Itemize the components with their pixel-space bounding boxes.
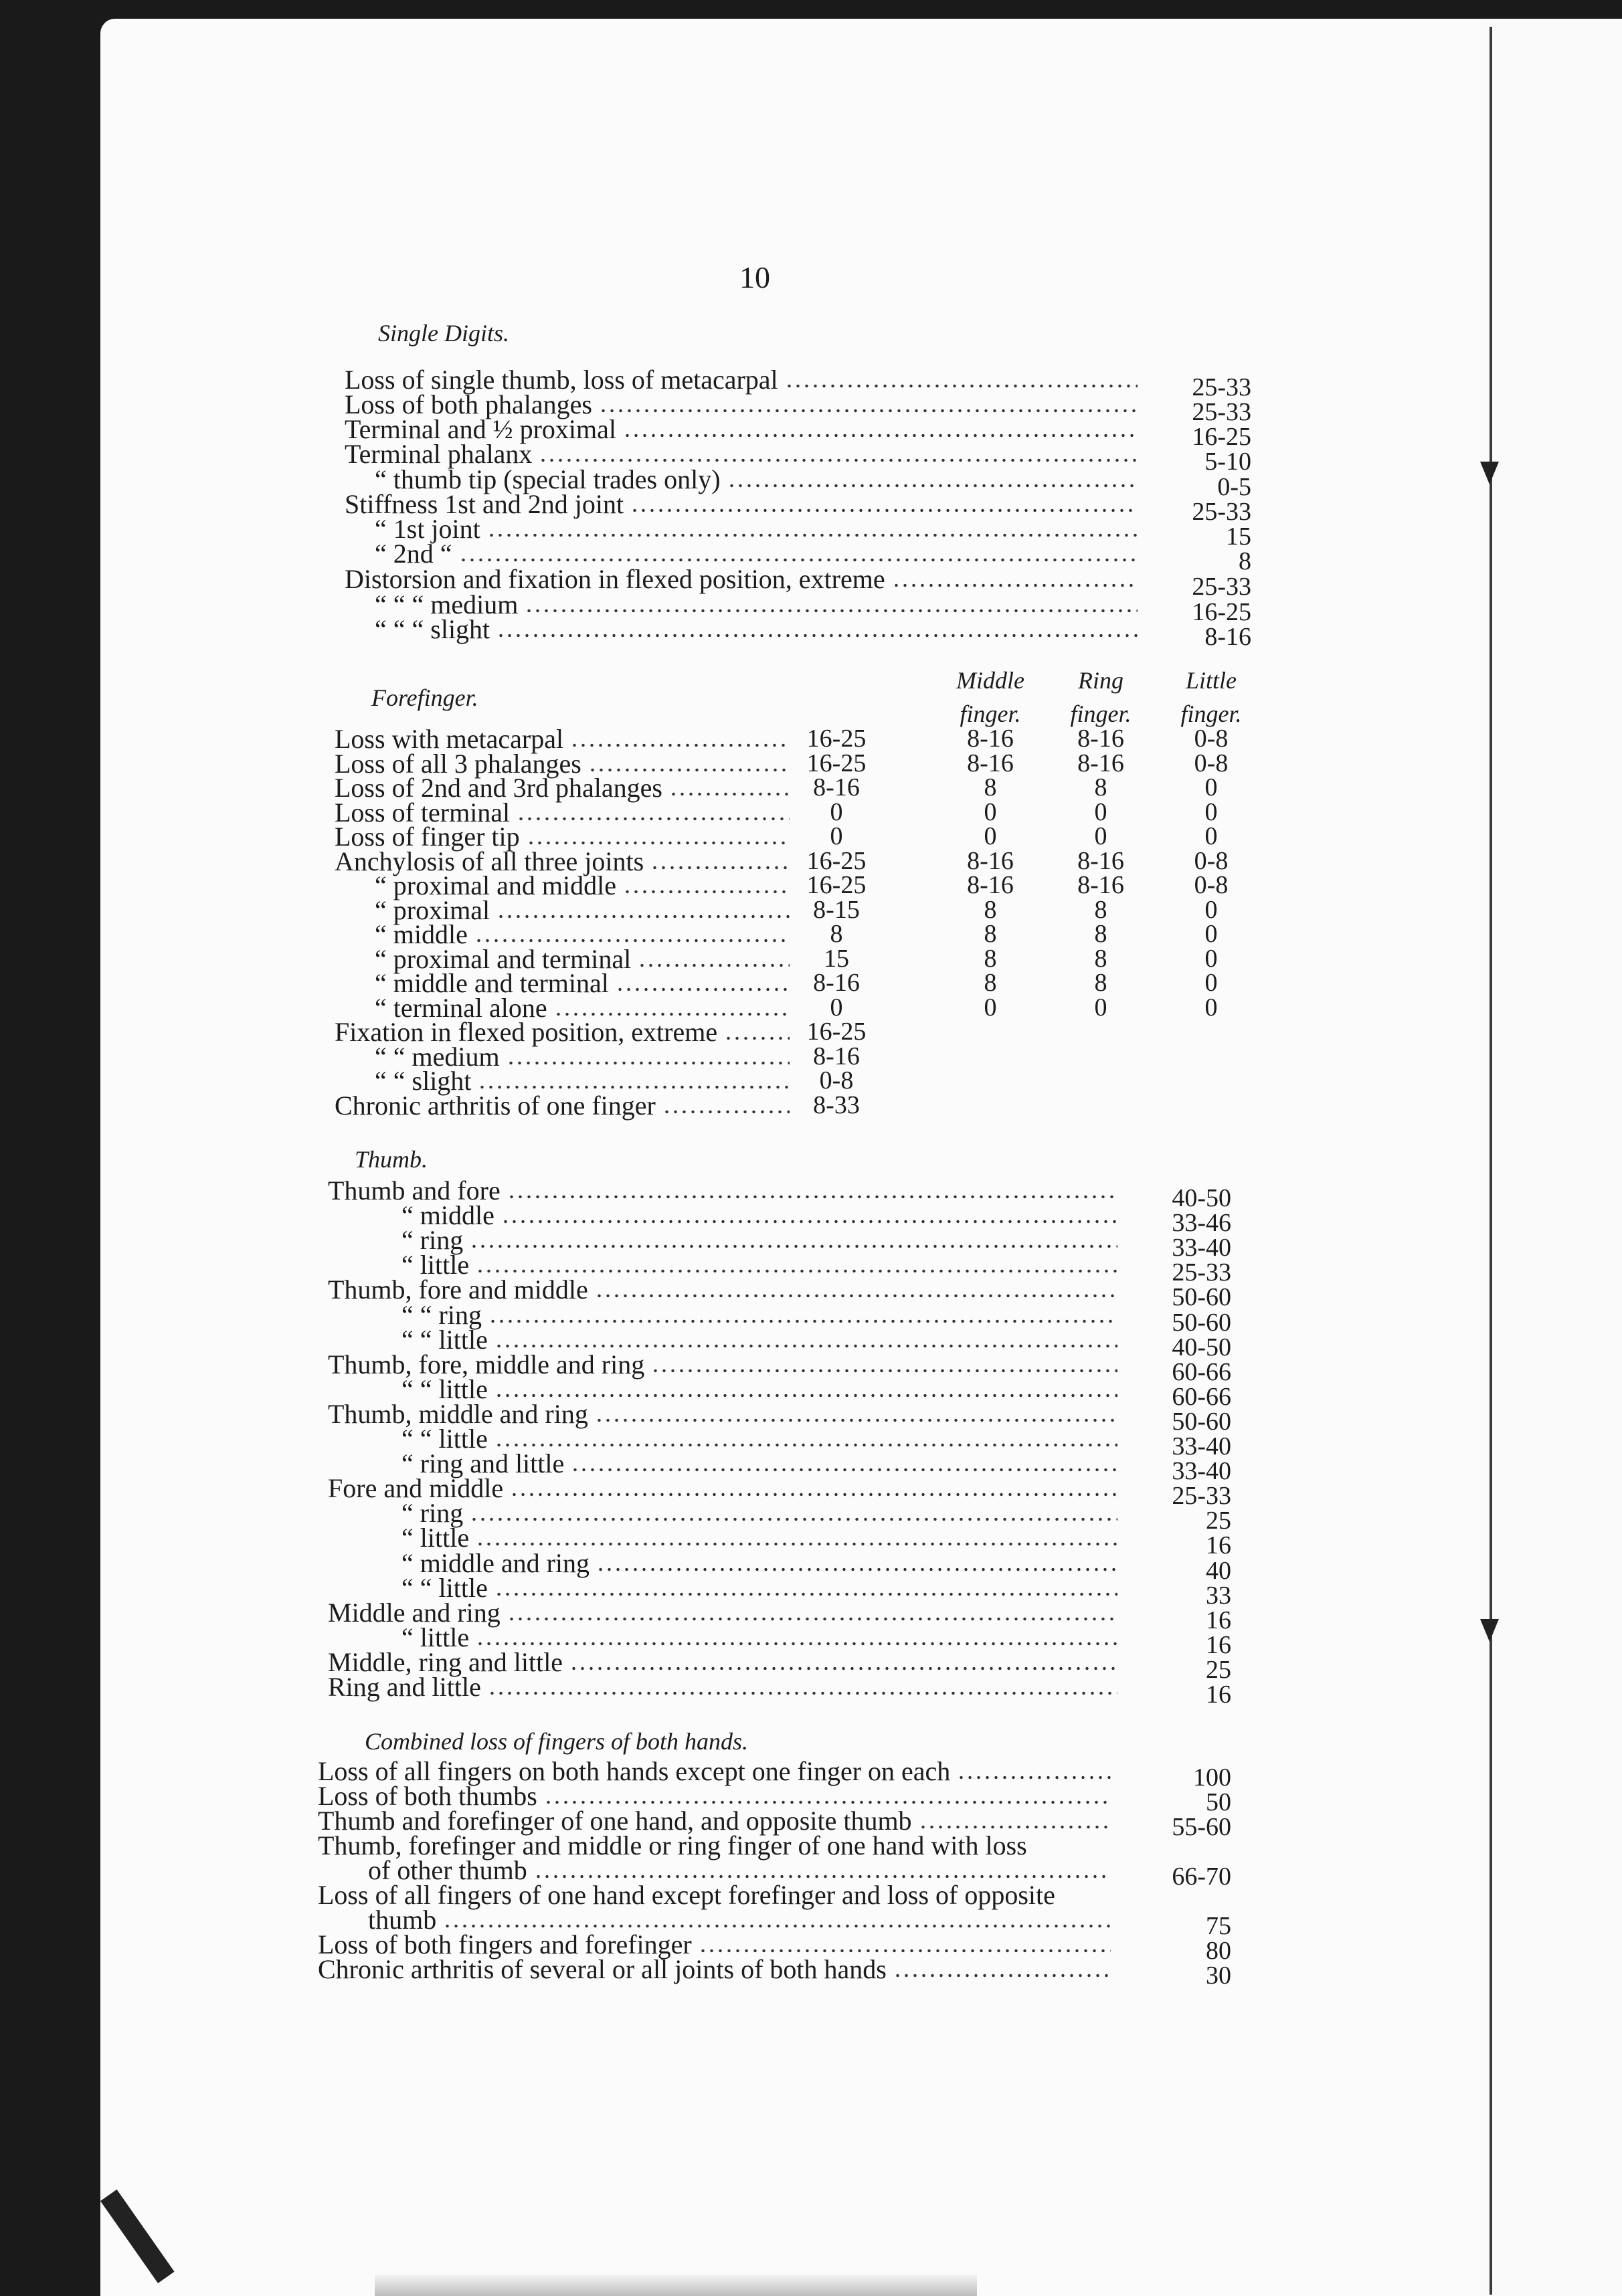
- table-row-label: “ “ little: [401, 1424, 488, 1454]
- table-row-value: 55-60: [1172, 1813, 1231, 1841]
- section-heading: Single Digits.: [378, 320, 509, 347]
- table-row-label: “ “ ring: [401, 1300, 482, 1330]
- section-heading: Forefinger.: [371, 684, 478, 711]
- leader-dots: [539, 458, 1138, 462]
- table-cell-forefinger: 16-25: [806, 847, 867, 875]
- table-cell-little: 0: [1204, 969, 1218, 997]
- table-row-label: Chronic arthritis of several or all joints of both hands: [318, 1954, 887, 1984]
- leader-dots: [534, 1875, 1111, 1879]
- leader-dots: [478, 1085, 790, 1089]
- leader-dots: [724, 1036, 790, 1040]
- table-row-label: Middle, ring and little: [328, 1647, 563, 1677]
- table-cell-little: 0: [1204, 920, 1218, 948]
- table-row-value: 25-33: [1172, 1482, 1231, 1510]
- table-row-label: “ ring: [401, 1225, 464, 1255]
- table-row-label: Loss with metacarpal: [335, 724, 564, 754]
- table-row-label: Distorsion and fixation in flexed position, extreme: [345, 564, 885, 594]
- table-row-label: Loss of terminal: [335, 797, 511, 828]
- leader-dots: [527, 841, 790, 845]
- page-bottom-shadow: [375, 2275, 977, 2296]
- table-row-label: Loss of 2nd and 3rd phalanges: [335, 773, 662, 803]
- leader-dots: [599, 409, 1138, 413]
- leader-dots: [630, 508, 1138, 512]
- column-header: Ring finger.: [1070, 667, 1132, 727]
- table-cell-forefinger: 16-25: [806, 1018, 867, 1046]
- table-cell-forefinger: 8-15: [813, 896, 860, 924]
- leader-dots: [459, 558, 1138, 562]
- leader-dots: [470, 1517, 1117, 1521]
- leader-dots: [507, 1617, 1117, 1621]
- table-cell-middle: 8-16: [967, 749, 1014, 777]
- leader-dots: [623, 890, 790, 894]
- table-row-label: Fore and middle: [328, 1473, 504, 1503]
- table-row-label: “ “ “ slight: [375, 614, 490, 644]
- table-row-label: “ middle and ring: [401, 1548, 590, 1578]
- binding-edge: [1490, 27, 1492, 2295]
- leader-dots: [570, 743, 790, 747]
- leader-dots: [595, 1418, 1117, 1422]
- leader-dots: [494, 1344, 1117, 1348]
- table-cell-ring: 0: [1094, 822, 1107, 850]
- leader-dots: [569, 1666, 1117, 1670]
- table-cell-middle: 8: [984, 773, 997, 801]
- table-row-label: Chronic arthritis of one finger: [335, 1090, 656, 1121]
- table-cell-middle: 8: [984, 969, 997, 997]
- table-row-label: Loss of all 3 phalanges: [335, 749, 581, 779]
- table-cell-forefinger: 8-33: [813, 1091, 860, 1119]
- table-row-label: “ middle: [401, 1200, 494, 1230]
- table-row-label: “ 2nd “: [375, 539, 452, 569]
- leader-dots: [517, 817, 790, 821]
- leader-dots: [488, 1319, 1117, 1323]
- table-cell-little: 0: [1204, 822, 1218, 850]
- table-cell-forefinger: 8-16: [813, 969, 860, 997]
- table-row-value: 16: [1206, 1681, 1231, 1709]
- table-row-label-continued: thumb: [368, 1905, 437, 1935]
- table-cell-ring: 8-16: [1077, 871, 1124, 899]
- table-cell-ring: 8: [1094, 920, 1107, 948]
- table-row-label: “ little: [401, 1523, 470, 1553]
- table-row-value: 16-25: [1192, 423, 1251, 451]
- leader-dots: [525, 609, 1138, 613]
- table-cell-forefinger: 8: [830, 920, 843, 948]
- table-row-value: 33-40: [1172, 1234, 1231, 1262]
- table-row-label: “ “ little: [401, 1374, 488, 1404]
- table-row-label: “ “ slight: [375, 1066, 472, 1096]
- table-row-value: 40-50: [1172, 1333, 1231, 1361]
- table-cell-forefinger: 0-8: [819, 1066, 854, 1094]
- table-row-value: 40-50: [1172, 1184, 1231, 1212]
- table-cell-little: 0: [1204, 773, 1218, 801]
- table-cell-ring: 8: [1094, 896, 1107, 924]
- table-row-value: 16: [1206, 1531, 1231, 1559]
- table-cell-middle: 8-16: [967, 725, 1014, 753]
- table-row-value: 60-66: [1172, 1358, 1231, 1386]
- leader-dots: [596, 1567, 1117, 1571]
- table-row-label: “ proximal and middle: [375, 870, 617, 900]
- table-cell-middle: 0: [984, 993, 997, 1022]
- leader-dots: [487, 533, 1138, 537]
- table-row-value: 25-33: [1192, 373, 1251, 401]
- leader-dots: [554, 1012, 790, 1016]
- leader-dots: [727, 484, 1138, 488]
- table-row-value: 8: [1239, 547, 1251, 575]
- table-row-value: 25-33: [1192, 498, 1251, 526]
- table-cell-forefinger: 0: [830, 822, 843, 850]
- leader-dots: [699, 1949, 1111, 1953]
- table-row-label: “ terminal alone: [375, 993, 547, 1023]
- table-cell-ring: 8-16: [1077, 725, 1124, 753]
- table-cell-little: 0: [1204, 896, 1218, 924]
- table-cell-little: 0: [1204, 993, 1218, 1022]
- section-heading: Combined loss of fingers of both hands.: [365, 1728, 749, 1755]
- table-cell-ring: 8-16: [1077, 749, 1124, 777]
- table-row-value: 33-40: [1172, 1432, 1231, 1460]
- table-cell-middle: 8: [984, 945, 997, 973]
- table-row-label: “ little: [401, 1622, 470, 1652]
- leader-dots: [785, 384, 1138, 388]
- table-row-label-continued: of other thumb: [368, 1855, 527, 1885]
- table-cell-little: 0: [1204, 798, 1218, 826]
- table-row-value: 25: [1206, 1656, 1231, 1684]
- binding-marker-icon: [1480, 1619, 1499, 1642]
- table-row-value: 25: [1206, 1507, 1231, 1535]
- table-row-value: 5-10: [1204, 448, 1251, 476]
- table-row-label: Loss of both fingers and forefinger: [318, 1929, 692, 1959]
- leader-dots: [893, 1974, 1111, 1978]
- table-row-value: 50-60: [1172, 1408, 1231, 1436]
- table-row-label: Stiffness 1st and 2nd joint: [345, 489, 624, 519]
- column-header: Middle finger.: [956, 667, 1024, 727]
- table-row-label: “ proximal: [375, 895, 490, 925]
- leader-dots: [470, 1244, 1117, 1248]
- table-cell-little: 0-8: [1194, 871, 1229, 899]
- leader-dots: [662, 1110, 790, 1114]
- leader-dots: [651, 1369, 1117, 1373]
- binding-marker-icon: [1480, 462, 1499, 484]
- table-row-label: “ “ medium: [375, 1042, 500, 1072]
- table-row-value: 25-33: [1192, 398, 1251, 426]
- leader-dots: [588, 768, 790, 772]
- table-row-label: Thumb and forefinger of one hand, and opposite thumb: [318, 1806, 912, 1836]
- table-row-label: Loss of both phalanges: [345, 389, 592, 419]
- table-row-value: 50: [1206, 1788, 1231, 1816]
- leader-dots: [474, 939, 790, 943]
- leader-dots: [638, 963, 790, 967]
- table-row-label: Loss of finger tip: [335, 822, 520, 852]
- table-row-label: “ middle: [375, 919, 468, 949]
- page-number: 10: [739, 260, 770, 294]
- table-row-value: 66-70: [1172, 1862, 1231, 1891]
- leader-dots: [544, 1800, 1111, 1804]
- table-row-label: “ middle and terminal: [375, 968, 609, 998]
- leader-dots: [571, 1468, 1117, 1472]
- table-row-label: Loss of all fingers of one hand except forefinger and loss of opposite: [318, 1880, 1055, 1910]
- table-row-label: “ ring and little: [401, 1448, 565, 1478]
- table-row-label: Ring and little: [328, 1672, 481, 1702]
- leader-dots: [476, 1642, 1117, 1646]
- table-cell-forefinger: 8-16: [813, 773, 860, 801]
- table-row-value: 50-60: [1172, 1283, 1231, 1311]
- table-cell-little: 0: [1204, 945, 1218, 973]
- table-row-label: Thumb, middle and ring: [328, 1399, 588, 1429]
- table-cell-forefinger: 0: [830, 993, 843, 1022]
- table-row-value: 25-33: [1172, 1258, 1231, 1286]
- table-row-value: 33-46: [1172, 1209, 1231, 1237]
- table-cell-middle: 0: [984, 822, 997, 850]
- leader-dots: [501, 1220, 1117, 1224]
- section-heading: Thumb.: [355, 1146, 428, 1173]
- leader-dots: [616, 987, 790, 991]
- table-cell-middle: 8: [984, 896, 997, 924]
- table-row-label: “ ring: [401, 1498, 464, 1528]
- table-row-value: 15: [1226, 522, 1251, 551]
- table-row-label: Thumb, fore, middle and ring: [328, 1349, 645, 1379]
- table-row-label: Thumb, forefinger and middle or ring finger of one hand with loss: [318, 1830, 1027, 1860]
- table-row-label: Terminal and ½ proximal: [345, 414, 616, 444]
- column-header: Little finger.: [1180, 667, 1242, 727]
- table-cell-ring: 8: [1094, 773, 1107, 801]
- table-row-label: “ little: [401, 1250, 470, 1280]
- table-cell-little: 0-8: [1194, 725, 1229, 753]
- table-row-value: 75: [1206, 1912, 1231, 1940]
- table-row-label: “ “ “ medium: [375, 589, 519, 619]
- table-cell-forefinger: 16-25: [806, 871, 867, 899]
- table-row-label: Middle and ring: [328, 1598, 501, 1628]
- leader-dots: [892, 583, 1138, 587]
- table-row-value: 60-66: [1172, 1383, 1231, 1411]
- leader-dots: [595, 1294, 1117, 1298]
- table-cell-little: 0-8: [1194, 847, 1229, 875]
- leader-dots: [669, 792, 790, 796]
- leader-dots: [957, 1776, 1111, 1780]
- table-row-label: Thumb and fore: [328, 1175, 501, 1206]
- table-row-value: 30: [1206, 1962, 1231, 1990]
- table-cell-ring: 8: [1094, 969, 1107, 997]
- table-row-label: Loss of both thumbs: [318, 1781, 537, 1811]
- table-row-value: 0-5: [1217, 473, 1251, 501]
- leader-dots: [494, 1443, 1117, 1447]
- table-row-value: 50-60: [1172, 1309, 1231, 1337]
- page-edge: [1479, 19, 1622, 2296]
- leader-dots: [507, 1061, 790, 1065]
- leader-dots: [497, 634, 1138, 638]
- table-cell-ring: 8-16: [1077, 847, 1124, 875]
- table-cell-forefinger: 0: [830, 798, 843, 826]
- table-row-label: “ 1st joint: [375, 514, 480, 544]
- table-row-value: 33: [1206, 1582, 1231, 1610]
- table-row-label: Fixation in flexed position, extreme: [335, 1017, 718, 1047]
- table-cell-forefinger: 16-25: [806, 749, 867, 777]
- table-row-label: “ “ little: [401, 1573, 488, 1603]
- leader-dots: [494, 1592, 1117, 1596]
- table-cell-forefinger: 15: [824, 945, 849, 973]
- leader-dots: [476, 1542, 1117, 1546]
- table-row-value: 16-25: [1192, 598, 1251, 626]
- table-row-value: 8-16: [1204, 623, 1251, 651]
- table-row-value: 16: [1206, 1631, 1231, 1659]
- leader-dots: [494, 1394, 1117, 1398]
- leader-dots: [623, 434, 1138, 438]
- table-cell-forefinger: 8-16: [813, 1042, 860, 1070]
- table-row-label: Anchylosis of all three joints: [335, 846, 644, 876]
- leader-dots: [507, 1195, 1117, 1199]
- table-cell-ring: 0: [1094, 993, 1107, 1022]
- leader-dots: [919, 1825, 1111, 1829]
- table-row-value: 16: [1206, 1606, 1231, 1634]
- table-row-label: “ thumb tip (special trades only): [375, 464, 721, 494]
- table-row-value: 100: [1193, 1763, 1231, 1792]
- table-row-label: Thumb, fore and middle: [328, 1274, 588, 1305]
- leader-dots: [488, 1691, 1117, 1695]
- table-cell-little: 0-8: [1194, 749, 1229, 777]
- table-row-label: “ “ little: [401, 1325, 488, 1355]
- leader-dots: [443, 1924, 1111, 1928]
- table-row-value: 25-33: [1192, 573, 1251, 601]
- table-cell-middle: 8-16: [967, 847, 1014, 875]
- table-row-label: Loss of single thumb, loss of metacarpal: [345, 365, 778, 395]
- table-row-value: 80: [1206, 1937, 1231, 1965]
- table-row-value: 33-40: [1172, 1457, 1231, 1485]
- table-cell-middle: 8: [984, 920, 997, 948]
- table-cell-middle: 8-16: [967, 871, 1014, 899]
- table-cell-ring: 0: [1094, 798, 1107, 826]
- table-cell-forefinger: 16-25: [806, 725, 867, 753]
- leader-dots: [650, 866, 790, 870]
- table-row-label: Loss of all fingers on both hands except one finger on each: [318, 1756, 951, 1786]
- table-row-label: Terminal phalanx: [345, 439, 533, 469]
- table-row-label: “ proximal and terminal: [375, 944, 632, 974]
- table-row-value: 40: [1206, 1557, 1231, 1585]
- leader-dots: [476, 1269, 1117, 1273]
- leader-dots: [510, 1493, 1117, 1497]
- table-cell-middle: 0: [984, 798, 997, 826]
- table-cell-ring: 8: [1094, 945, 1107, 973]
- leader-dots: [497, 915, 790, 919]
